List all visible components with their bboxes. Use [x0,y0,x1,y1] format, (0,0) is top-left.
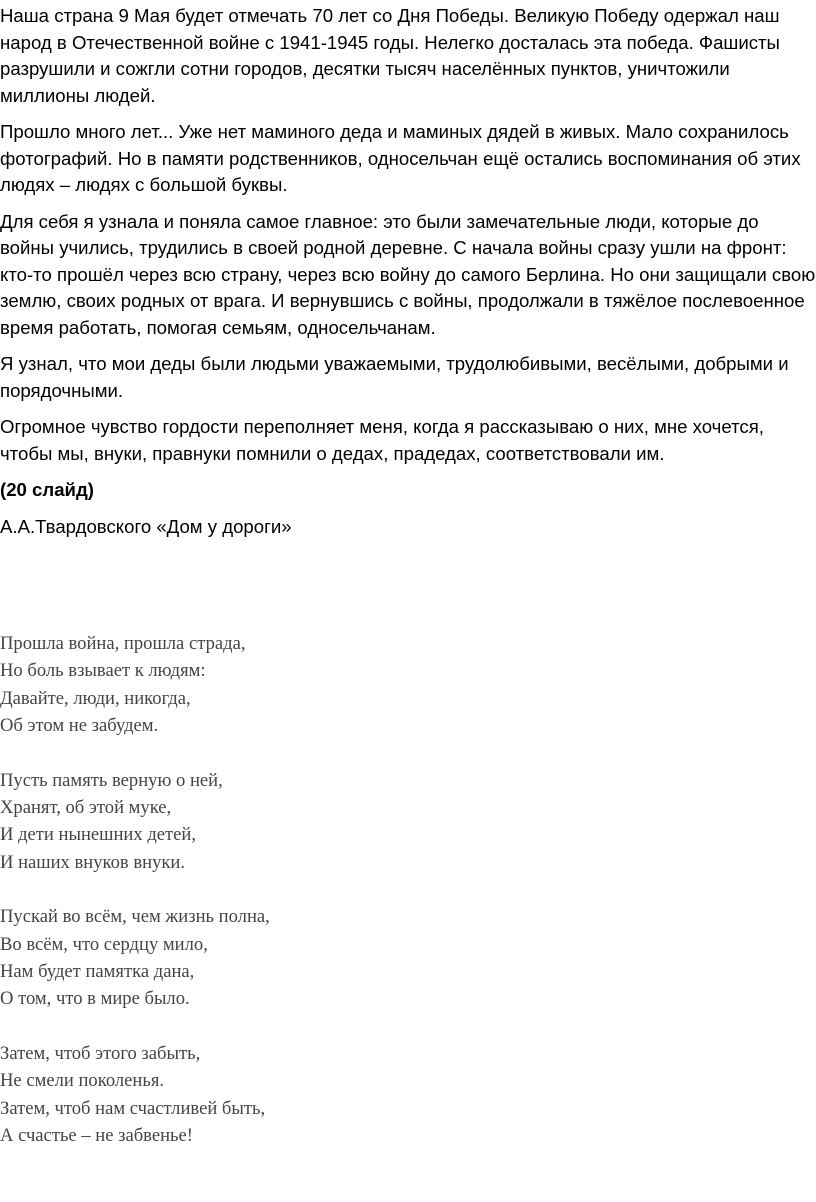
poem-line: Прошла война, прошла страда, [0,633,246,654]
poem-stanza [0,767,600,877]
poem-line: Пускай во всём, чем жизнь полна, [0,906,270,928]
poem-line: О том, что в мире было. [0,988,190,1010]
paragraph: Огромное чувство гордости переполняет меня, когда я рассказываю о них, мне хочется, чтобы мы, внуки, правнуки помнили о дедах, прадедах, соответствовали им. [0,416,764,464]
paragraph: Я узнал, что мои деды были людьми уважаемыми, трудолюбивыми, весёлыми, добрыми и порядочными. [0,353,789,401]
paragraph: Прошло много лет... Уже нет маминого деда и маминых дядей в живых. Мало сохранилось фотографий. Но в памяти родственников, односельчан ещё остались воспоминания об этих людях – людях с большой буквы. [0,121,801,195]
poem-line: Затем, чтоб этого забыть, [0,1042,201,1064]
poem-line: Не смели поколенья. [0,1070,165,1092]
paragraph: Для себя я узнала и поняла самое главное: это были замечательные люди, которые до войны учились, трудились в своей родной деревне. С начала войны сразу ушли на фронт: кто-то прошёл через всю страну, через всю войну до самого Берлина. Но они защищали свою землю, своих родных от врага. И вернувшись с войны, продолжали в тяжёлое послевоенное время работать, помогая семьям, односельчанам. [0,210,816,338]
poem-title: А.А.Твардовского «Дом у дороги» [0,515,292,537]
poem-stanza [0,1040,600,1150]
poem-line: Об этом не забудем. [0,715,159,737]
document-body [0,3,816,550]
poem-stanza [0,903,600,1013]
poem-line: А счастье – не забвенье! [0,1125,193,1147]
poem-line: Давайте, люди, никогда, [0,687,191,709]
poem-line: И наших внуков внуки. [0,851,185,873]
poem-line: Нам будет памятка дана, [0,961,195,983]
paragraph: Наша страна 9 Мая будет отмечать 70 лет со Дня Победы. Великую Победу одержал наш народ в Отечественной войне с 1941-1945 годы. Нелегко досталась эта победа. Фашисты разрушили и сожгли сотни городов, десятки тысяч населённых пунктов, уничтожили миллионы людей. [0,5,780,106]
poem-line: Затем, чтоб нам счастливей быть, [0,1097,266,1119]
poem [0,630,600,1177]
slide-label: (20 слайд) [0,479,94,500]
poem-stanza [0,630,600,740]
poem-line: Пусть память верную о ней, [0,769,223,791]
poem-line: Но боль взывает к людям: [0,660,206,682]
poem-line: Во всём, что сердцу мило, [0,933,208,955]
poem-line: И дети нынешних детей, [0,824,197,846]
poem-line: Хранят, об этой муке, [0,797,172,819]
